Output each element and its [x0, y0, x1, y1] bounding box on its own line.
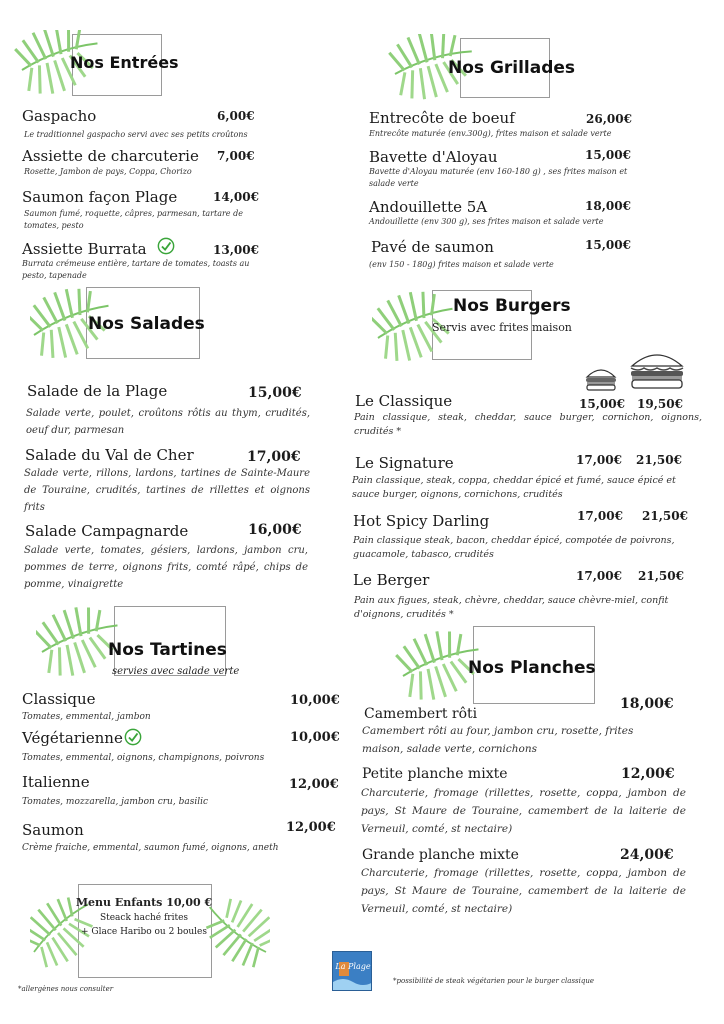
entree-price: 14,00€ [213, 190, 259, 204]
restaurant-logo [332, 951, 372, 991]
grillade-price: 18,00€ [585, 199, 631, 213]
planche-desc: Charcuterie, fromage (rillettes, rosette, coppa, jambon de pays, St Maure de Touraine, camembert de la laiterie de Verneuil, comté, st nectaire) [361, 787, 686, 835]
burger-desc: Pain classique steak, bacon, cheddar épicé, compotée de poivrons, guacamole, tabasco, crudités [353, 535, 675, 560]
tartines-title: Nos Tartines [108, 640, 227, 660]
entree-price: 6,00€ [217, 109, 255, 123]
planche-price: 24,00€ [620, 847, 674, 863]
planche-name: Petite planche mixte [362, 766, 508, 782]
grillade-desc: Andouillette (env 300 g), ses frites maison et salade verte [369, 217, 604, 226]
veggie-steak-note: *possibilité de steak végétarien pour le burger classique [393, 977, 595, 985]
grillade-desc: (env 150 - 180g) frites maison et salade verte [369, 260, 554, 269]
planche-name: Camembert rôti [364, 706, 478, 722]
entree-desc: Rosette, Jambon de pays, Coppa, Chorizo [24, 167, 192, 176]
burger-desc: Pain aux figues, steak, chèvre, cheddar, sauce chèvre-miel, confit d'oignons, crudités * [354, 595, 669, 620]
burger-price-small: 17,00€ [577, 509, 623, 523]
entree-price: 7,00€ [217, 149, 255, 163]
tartine-name: Italienne [22, 773, 90, 791]
entree-name: Assiette de charcuterie [22, 147, 199, 165]
salades-title: Nos Salades [88, 314, 205, 334]
grillade-name: Pavé de saumon [371, 238, 494, 256]
tartine-name: Classique [22, 690, 96, 708]
grillade-name: Bavette d'Aloyau [369, 148, 498, 166]
tartine-name: Saumon [22, 821, 84, 839]
tartine-desc: Crème fraiche, emmental, saumon fumé, oignons, aneth [22, 843, 279, 853]
tartine-price: 10,00€ [290, 693, 340, 708]
salade-desc: Salade verte, rillons, lardons, tartines de Sainte-Maure de Touraine, crudités, tartines de rillettes et oignons frits [24, 468, 310, 513]
tartine-price: 12,00€ [286, 820, 336, 835]
burger-name: Hot Spicy Darling [353, 512, 490, 530]
salade-name: Salade Campagnarde [25, 522, 189, 540]
entree-desc: Le traditionnel gaspacho servi avec ses petits croûtons [24, 130, 248, 139]
burger-name: Le Signature [355, 454, 454, 472]
tartine-price: 12,00€ [289, 777, 339, 792]
burger-price-small: 17,00€ [576, 569, 622, 583]
entree-name: Gaspacho [22, 107, 97, 125]
vegetarian-check-icon [124, 728, 142, 746]
burger-price-large: 21,50€ [636, 453, 682, 467]
grillade-name: Entrecôte de boeuf [369, 109, 515, 127]
salade-name: Salade de la Plage [27, 382, 168, 400]
entree-price: 13,00€ [213, 243, 259, 257]
planche-price: 12,00€ [621, 766, 675, 782]
tartine-desc: Tomates, mozzarella, jambon cru, basilic [22, 797, 208, 807]
planches-title: Nos Planches [468, 658, 596, 678]
logo-text: La Plage [335, 962, 371, 971]
tartine-desc: Tomates, emmental, jambon [22, 712, 151, 722]
grillade-price: 15,00€ [585, 148, 631, 162]
grillade-price: 15,00€ [585, 238, 631, 252]
logo-wave-icon [333, 952, 372, 991]
grillades-title: Nos Grillades [448, 58, 576, 78]
kids-menu-line: + Glace Haribo ou 2 boules [81, 927, 207, 937]
salade-price: 15,00€ [248, 385, 302, 401]
burger-price-large: 21,50€ [638, 569, 684, 583]
burger-name: Le Berger [353, 571, 430, 589]
entree-desc: Saumon fumé, roquette, câpres, parmesan, tartare de tomates, pesto [24, 209, 243, 230]
small-burger-icon [584, 365, 618, 393]
grillade-name: Andouillette 5A [369, 198, 488, 216]
burger-price-small: 15,00€ [579, 397, 625, 411]
entrees-title: Nos Entrées [70, 53, 179, 72]
allergens-note: *allergènes nous consulter [18, 985, 114, 993]
grillade-desc: Entrecôte maturée (env.300g), frites maison et salade verte [369, 129, 612, 138]
kids-menu-line: Steack haché frites [99, 913, 189, 923]
grillade-price: 26,00€ [586, 112, 632, 126]
large-burger-icon [628, 348, 686, 392]
planche-desc: Camembert rôti au four, jambon cru, rosette, frites maison, salade verte, cornichons [362, 725, 634, 755]
salade-desc: Salade verte, poulet, croûtons rôtis au thym, crudités, oeuf dur, parmesan [26, 408, 310, 436]
planche-desc: Charcuterie, fromage (rillettes, rosette, coppa, jambon de pays, St Maure de Touraine, camembert de la laiterie de Verneuil, comté, st nectaire) [361, 867, 686, 915]
planche-name: Grande planche mixte [362, 847, 519, 863]
burgers-title: Nos Burgers [453, 296, 571, 316]
burger-desc: Pain classique, steak, cheddar, sauce burger, cornichon, oignons, crudités * [354, 412, 702, 437]
tartines-subtitle: servies avec salade verte [112, 666, 240, 677]
burger-price-large: 21,50€ [642, 509, 688, 523]
tartine-desc: Tomates, emmental, oignons, champignons, poivrons [22, 753, 265, 763]
grillade-desc: Bavette d'Aloyau maturée (env 160-180 g) , ses frites maison et salade verte [369, 167, 628, 188]
burger-price-large: 19,50€ [637, 397, 683, 411]
burger-desc: Pain classique, steak, coppa, cheddar épicé et fumé, sauce épicé et sauce burger, oignons, cornichons, crudités [352, 475, 676, 500]
salade-price: 17,00€ [247, 449, 301, 465]
salade-desc: Salade verte, tomates, gésiers, lardons, jambon cru, pommes de terre, oignons frits, comté râpé, chips de pomme, vinaigrette [24, 545, 308, 590]
salade-price: 16,00€ [248, 522, 302, 538]
tartine-price: 10,00€ [290, 730, 340, 745]
tartine-name: Végétarienne [22, 729, 123, 747]
entree-desc: Burrata crémeuse entière, tartare de tomates, toasts au pesto, tapenade [22, 259, 250, 280]
salade-name: Salade du Val de Cher [25, 446, 194, 464]
burger-price-small: 17,00€ [576, 453, 622, 467]
burgers-subtitle: Servis avec frites maison [432, 321, 572, 334]
kids-menu-title: Menu Enfants 10,00 € [75, 896, 213, 909]
entree-name: Saumon façon Plage [22, 188, 178, 206]
entree-name: Assiette Burrata [22, 240, 147, 258]
burger-name: Le Classique [355, 392, 453, 410]
planche-price: 18,00€ [620, 696, 674, 712]
vegetarian-check-icon [157, 237, 175, 255]
